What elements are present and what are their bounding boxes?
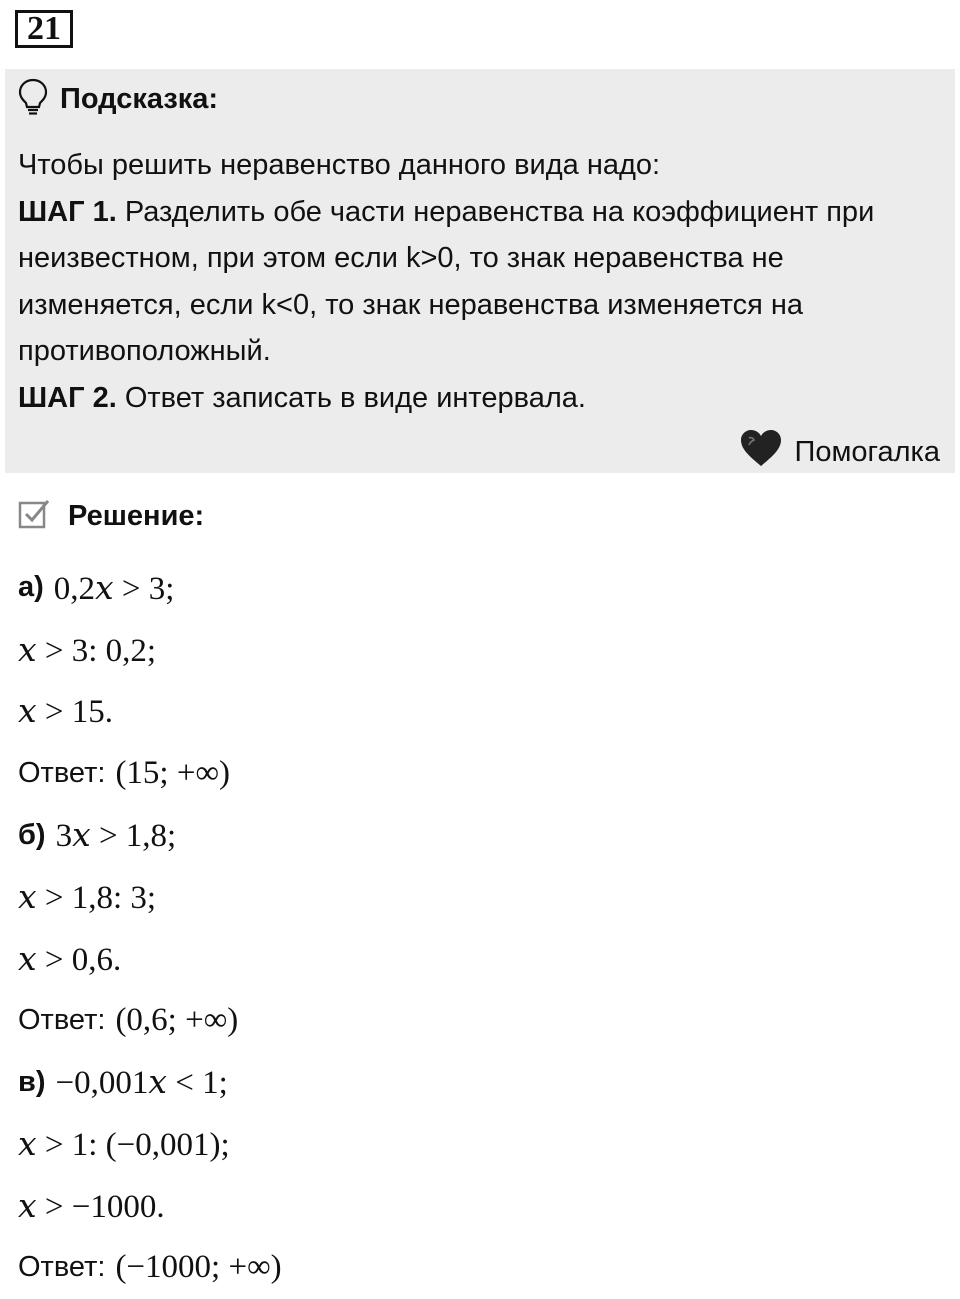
- answer-label: Ответ:: [18, 1251, 106, 1284]
- heart-icon: [739, 428, 783, 476]
- math-expression: (−1000; +∞): [115, 1249, 282, 1286]
- hint-step-1: [18, 189, 948, 375]
- solution-line: [18, 619, 948, 681]
- solution-line: [18, 1051, 948, 1113]
- hint-step-2: [18, 375, 948, 422]
- part-label: в): [18, 1065, 46, 1098]
- brand: [739, 428, 940, 476]
- math-expression: 0,2𝑥 > 3;: [53, 570, 175, 607]
- hint-header: [18, 78, 218, 121]
- solution-header: [18, 498, 204, 535]
- math-expression: −0,001𝑥 < 1;: [55, 1065, 228, 1102]
- checkbox-icon: [18, 498, 50, 535]
- part-label: б): [18, 818, 46, 851]
- answer-label: Ответ:: [18, 1003, 106, 1036]
- answer-label: Ответ:: [18, 756, 106, 789]
- solution-line: [18, 1175, 948, 1237]
- solution-line: [18, 742, 948, 804]
- math-expression: 𝑥 > 1: (−0,001);: [18, 1127, 230, 1164]
- math-expression: 𝑥 > −1000.: [18, 1188, 165, 1225]
- solution-line: [18, 1113, 948, 1175]
- solution-line: [18, 990, 948, 1052]
- step-2-label: ШАГ 2.: [18, 381, 117, 414]
- solution-title: Решение:: [68, 500, 205, 532]
- task-number: 21: [15, 10, 73, 48]
- step-2-text: Ответ записать в виде интервала.: [116, 381, 586, 414]
- math-expression: 3𝑥 > 1,8;: [55, 818, 177, 855]
- hint-text: [18, 142, 948, 421]
- math-expression: 𝑥 > 15.: [18, 694, 113, 731]
- solution-line: [18, 866, 948, 928]
- step-1-label: ШАГ 1.: [18, 195, 117, 228]
- part-label: а): [18, 571, 44, 604]
- solution-lines: [18, 557, 948, 1299]
- brand-label: Помогалка: [794, 435, 940, 468]
- solution-line: [18, 804, 948, 866]
- lightbulb-icon: [18, 78, 48, 121]
- math-expression: (0,6; +∞): [115, 1001, 239, 1038]
- hint-title: Подсказка:: [60, 83, 219, 115]
- solution-line: [18, 681, 948, 743]
- math-expression: 𝑥 > 3: 0,2;: [18, 632, 157, 669]
- math-expression: 𝑥 > 1,8: 3;: [18, 879, 157, 916]
- math-expression: 𝑥 > 0,6.: [18, 941, 122, 978]
- solution-line: [18, 928, 948, 990]
- solution-line: [18, 557, 948, 619]
- solution-line: [18, 1237, 948, 1299]
- step-1-text: Разделить обе части неравенства на коэффициент при неизвестном, при этом если k>0, то знак неравенства не изменяется, если k<0, то знак неравенства изменяется на противоположный.: [18, 195, 875, 367]
- hint-intro: Чтобы решить неравенство данного вида надо:: [18, 149, 661, 181]
- math-expression: (15; +∞): [115, 754, 230, 791]
